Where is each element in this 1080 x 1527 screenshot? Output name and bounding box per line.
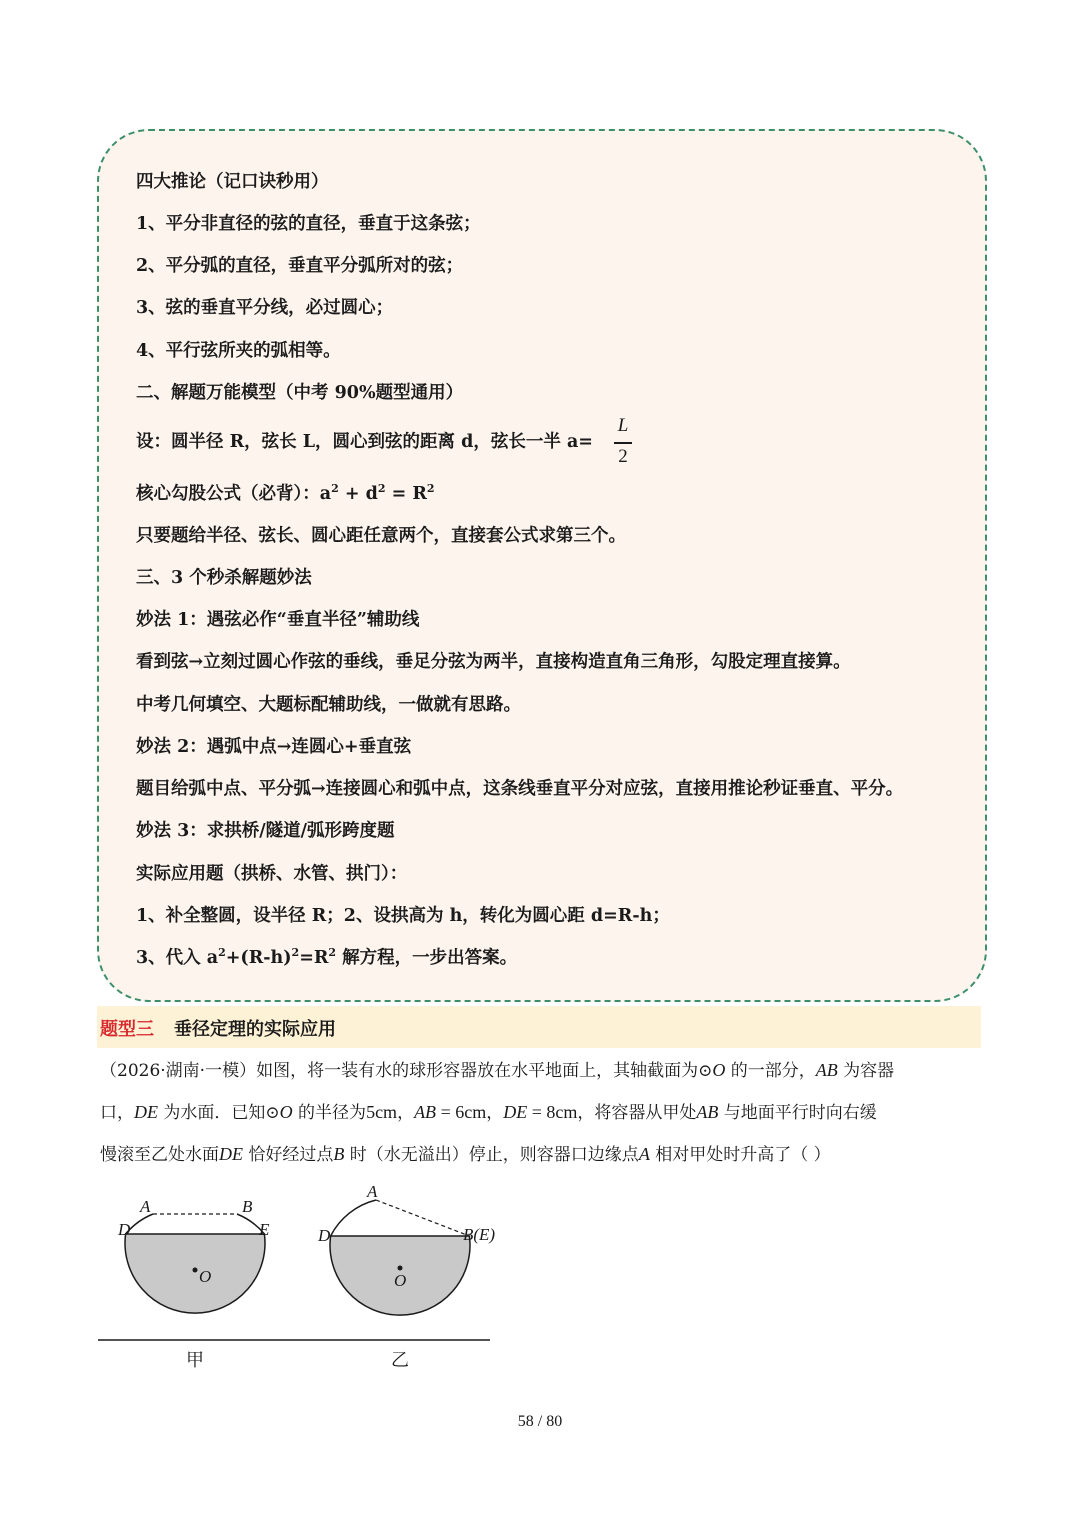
q3-g: 相对甲处时升高了（ ） [649, 1145, 831, 1165]
right-label-d: D [318, 1226, 331, 1245]
fraction-denominator: 2 [618, 446, 628, 467]
text-line-12: 看到弦→立刻过圆心作弦的垂线，垂足分弦为两半，直接构造直角三角形，勾股定理直接算。 [136, 652, 851, 672]
right-label-be: B(E) [463, 1225, 496, 1244]
text-line-19 [136, 946, 517, 970]
right-caption: 乙 [391, 1350, 409, 1370]
q2-h: AB [414, 1102, 437, 1122]
last-sup-rh: 2 [291, 946, 300, 960]
formula-sup-d: 2 [377, 482, 386, 496]
q2-g: ， [397, 1103, 415, 1123]
fraction-bar [614, 442, 632, 444]
q2-e: 的半径为 [292, 1103, 367, 1123]
q3-a: 慢滚至乙处水面 [100, 1145, 219, 1165]
figure-right [317, 1182, 495, 1370]
left-label-o: O [199, 1267, 212, 1286]
q2-l: = 8cm [527, 1102, 578, 1122]
last-sup-r: 2 [328, 946, 337, 960]
q3-c: 恰好经过点 [243, 1145, 334, 1165]
text-line-3: 2、平分弧的直径，垂直平分弧所对的弦； [136, 256, 464, 276]
left-arc-upper [126, 1214, 265, 1234]
q1-b: O [712, 1060, 726, 1080]
text-line-1: 四大推论（记口诀秒用） [136, 172, 329, 192]
q2-b: DE [134, 1102, 158, 1122]
left-label-d: D [118, 1220, 131, 1239]
question-line-1 [100, 1058, 894, 1083]
q2-c: 为水面．已知⊙ [158, 1103, 280, 1123]
figure-left [117, 1197, 270, 1370]
right-label-o: O [394, 1271, 407, 1290]
q2-n: AB [696, 1102, 719, 1122]
q2-m: ，将容器从甲处 [577, 1103, 697, 1123]
right-opening-chord [376, 1200, 469, 1236]
q3-e: 时（水无溢出）停止，则容器口边缘点 [344, 1145, 639, 1165]
last-mid: +(R-h) [225, 948, 292, 968]
left-caption: 甲 [186, 1350, 204, 1370]
q3-f: A [638, 1144, 650, 1164]
text-line-4: 3、弦的垂直平分线，必过圆心； [136, 298, 394, 318]
formula-sup-a: 2 [331, 482, 339, 496]
page-number: 58 / 80 [517, 1413, 563, 1430]
q2-i: = 6cm [436, 1102, 487, 1122]
question-line-2 [100, 1100, 877, 1125]
q2-o: 与地面平行时向右缓 [718, 1103, 877, 1123]
text-line-2: 1、平分非直径的弦的直径，垂直于这条弦； [136, 214, 481, 234]
last-end: 解方程，一步出答案。 [336, 948, 518, 968]
text-line-16: 妙法 3：求拱桥/隧道/弧形跨度题 [136, 821, 395, 841]
q3-d: B [333, 1144, 345, 1164]
left-water [125, 1234, 265, 1313]
text-line-8 [136, 482, 435, 506]
last-eq: =R [299, 948, 329, 968]
section-title: 垂径定理的实际应用 [174, 1019, 336, 1040]
formula-mid: + d [338, 484, 378, 504]
last-sup-a: 2 [218, 946, 226, 960]
text-line-7: 设：圆半径 R，弦长 L，圆心到弦的距离 d，弦长一半 a= [136, 432, 593, 452]
text-line-10: 三、3 个秒杀解题妙法 [136, 568, 312, 588]
q2-a: 口， [100, 1103, 134, 1123]
fraction-numerator: L [617, 415, 629, 436]
q2-k: DE [503, 1102, 528, 1122]
formula-sup-r: 2 [426, 482, 435, 496]
left-label-e: E [259, 1220, 270, 1239]
q1-a: （2026·湖南·一模）如图，将一装有水的球形容器放在水平地面上，其轴截面为⊙ [100, 1061, 713, 1081]
right-label-a: A [367, 1182, 378, 1201]
formula-lead: 核心勾股公式（必背）：a [136, 484, 332, 504]
text-line-18: 1、补全整圆，设半径 R；2、设拱高为 h，转化为圆心距 d=R-h； [136, 906, 670, 926]
left-label-a: A [140, 1197, 151, 1216]
text-line-15: 题目给弧中点、平分弧→连接圆心和弧中点，这条线垂直平分对应弦，直接用推论秒证垂直、平分。 [136, 779, 904, 799]
last-lead: 3、代入 a [136, 948, 219, 968]
section-tag: 题型三 [100, 1019, 154, 1040]
q1-c: 的一部分， [725, 1061, 816, 1081]
container-figure [90, 1180, 510, 1380]
formula-end: = R [385, 484, 427, 504]
q3-b: DE [219, 1144, 243, 1164]
text-line-9: 只要题给半径、弦长、圆心距任意两个，直接套公式求第三个。 [136, 526, 626, 546]
right-center-dot [398, 1266, 403, 1271]
text-line-11: 妙法 1：遇弦必作“垂直半径”辅助线 [136, 610, 420, 630]
left-label-b: B [242, 1197, 253, 1216]
q2-d: O [279, 1102, 293, 1122]
text-line-14: 妙法 2：遇弧中点→连圆心+垂直弦 [136, 737, 412, 757]
left-center-dot [193, 1268, 198, 1273]
q2-j: ， [486, 1103, 504, 1123]
question-line-3 [100, 1142, 831, 1167]
right-arc-upper [331, 1200, 376, 1236]
text-line-5: 4、平行弦所夹的弧相等。 [136, 341, 341, 361]
text-line-13: 中考几何填空、大题标配辅助线，一做就有思路。 [136, 695, 521, 715]
q1-d: AB [815, 1060, 838, 1080]
q1-e: 为容器 [837, 1061, 895, 1081]
text-line-17: 实际应用题（拱桥、水管、拱门）： [136, 864, 408, 884]
q2-f: 5cm [366, 1102, 398, 1122]
text-line-6: 二、解题万能模型（中考 90%题型通用） [136, 383, 464, 403]
